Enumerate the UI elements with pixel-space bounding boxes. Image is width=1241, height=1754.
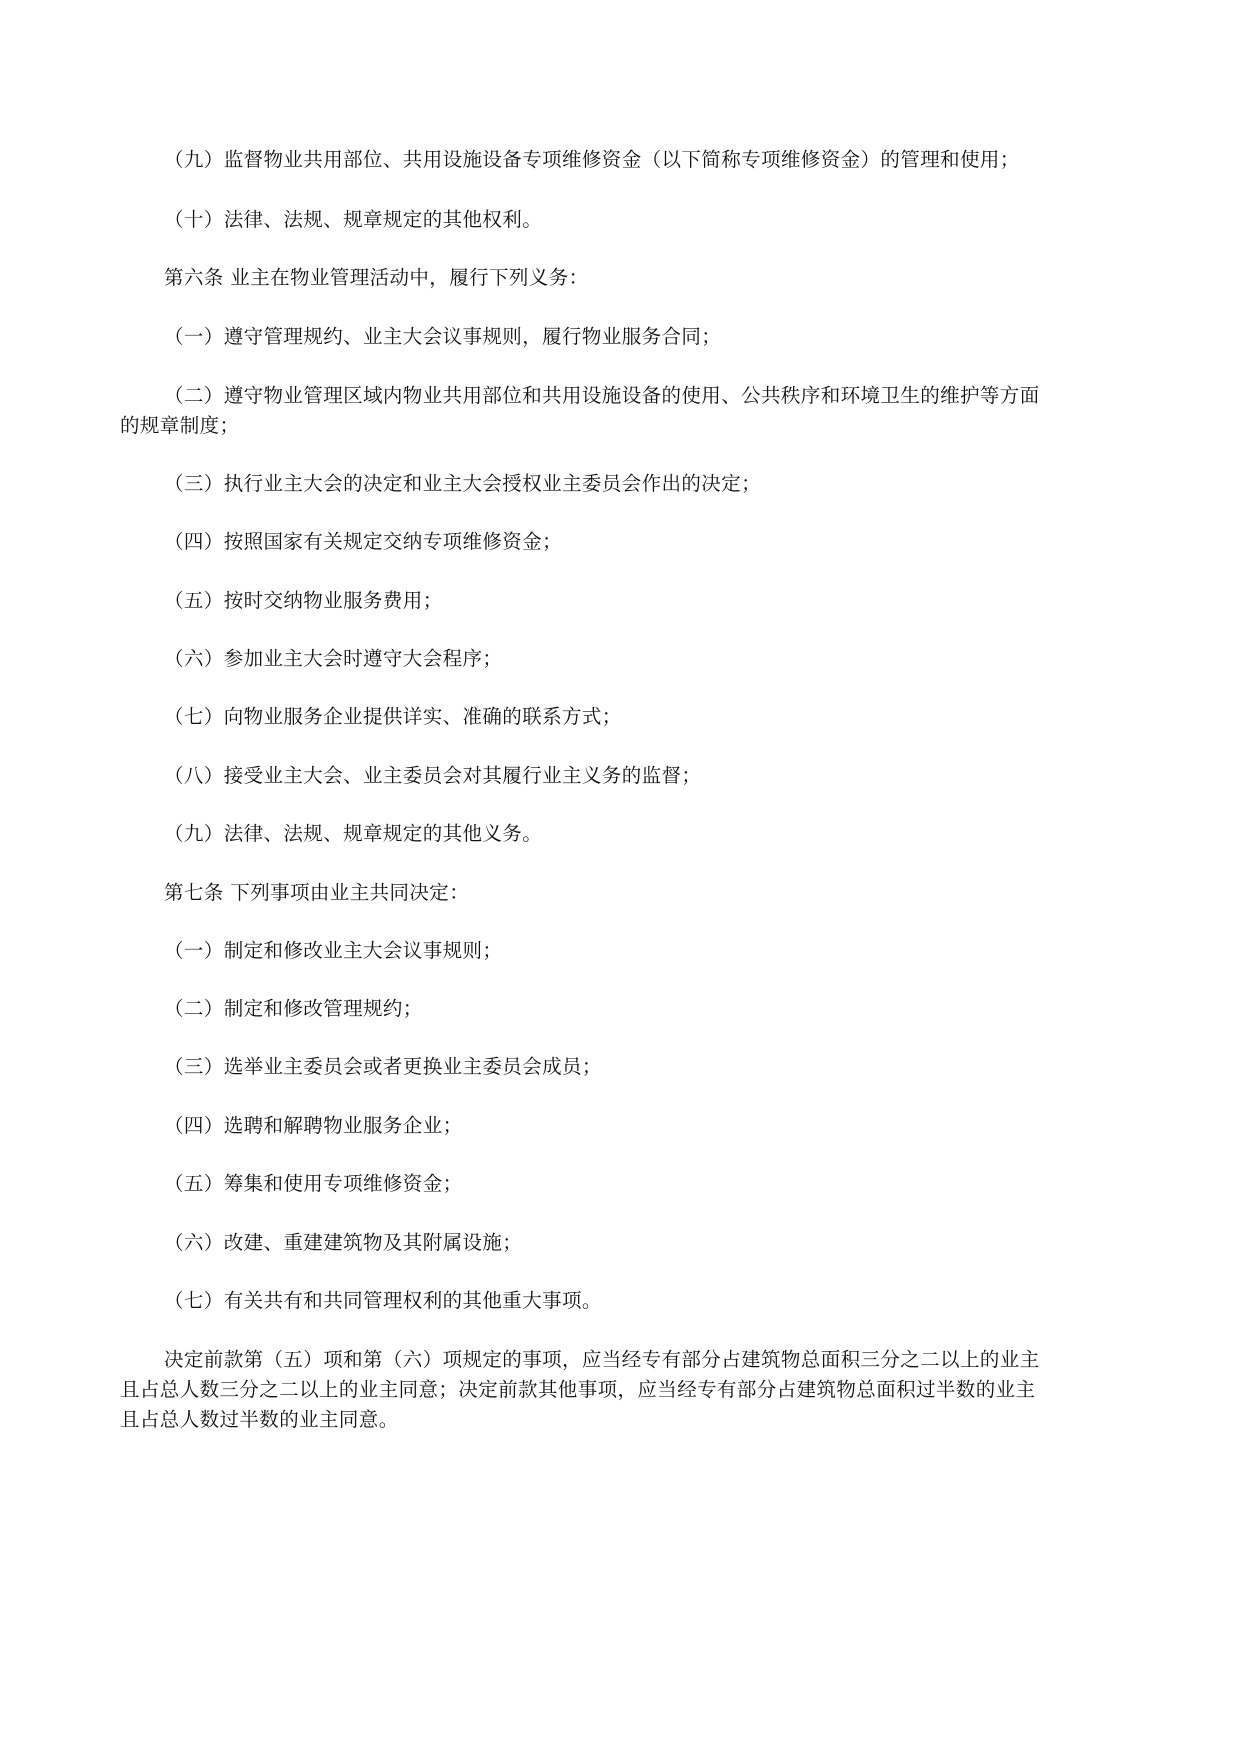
text-line: （六）改建、重建建筑物及其附属设施； [164, 1231, 523, 1254]
text-line: （十）法律、法规、规章规定的其他权利。 [164, 208, 543, 231]
text-line: （八）接受业主大会、业主委员会对其履行业主义务的监督； [164, 764, 702, 787]
text-line: （三）执行业主大会的决定和业主大会授权业主委员会作出的决定； [164, 472, 762, 495]
text-line: 且占总人数过半数的业主同意。 [120, 1408, 399, 1431]
text-line: （一）制定和修改业主大会议事规则； [164, 939, 503, 962]
text-line: （四）按照国家有关规定交纳专项维修资金； [164, 530, 563, 553]
text-line: （七）向物业服务企业提供详实、准确的联系方式； [164, 705, 622, 728]
text-line: （二）遵守物业管理区域内物业共用部位和共用设施设备的使用、公共秩序和环境卫生的维护等方面 [164, 384, 1040, 407]
text-line: 且占总人数三分之二以上的业主同意；决定前款其他事项，应当经专有部分占建筑物总面积过半数的业主 [120, 1378, 1036, 1401]
text-line: （七）有关共有和共同管理权利的其他重大事项。 [164, 1289, 602, 1312]
text-line: （二）制定和修改管理规约； [164, 997, 423, 1020]
text-line: （三）选举业主委员会或者更换业主委员会成员； [164, 1055, 602, 1078]
text-line: （六）参加业主大会时遵守大会程序； [164, 647, 503, 670]
text-line: 的规章制度； [120, 414, 240, 437]
text-line: （五）筹集和使用专项维修资金； [164, 1172, 463, 1195]
text-line: （一）遵守管理规约、业主大会议事规则，履行物业服务合同； [164, 325, 722, 348]
text-line: （九）监督物业共用部位、共用设施设备专项维修资金（以下简称专项维修资金）的管理和使用； [164, 148, 1020, 171]
article-heading: 第七条 下列事项由业主共同决定： [164, 881, 470, 904]
article-heading: 第六条 业主在物业管理活动中，履行下列义务： [164, 266, 589, 289]
text-line: （五）按时交纳物业服务费用； [164, 589, 443, 612]
text-line: 决定前款第（五）项和第（六）项规定的事项，应当经专有部分占建筑物总面积三分之二以上的业主 [164, 1348, 1040, 1371]
text-line: （九）法律、法规、规章规定的其他义务。 [164, 822, 543, 845]
text-line: （四）选聘和解聘物业服务企业； [164, 1114, 463, 1137]
